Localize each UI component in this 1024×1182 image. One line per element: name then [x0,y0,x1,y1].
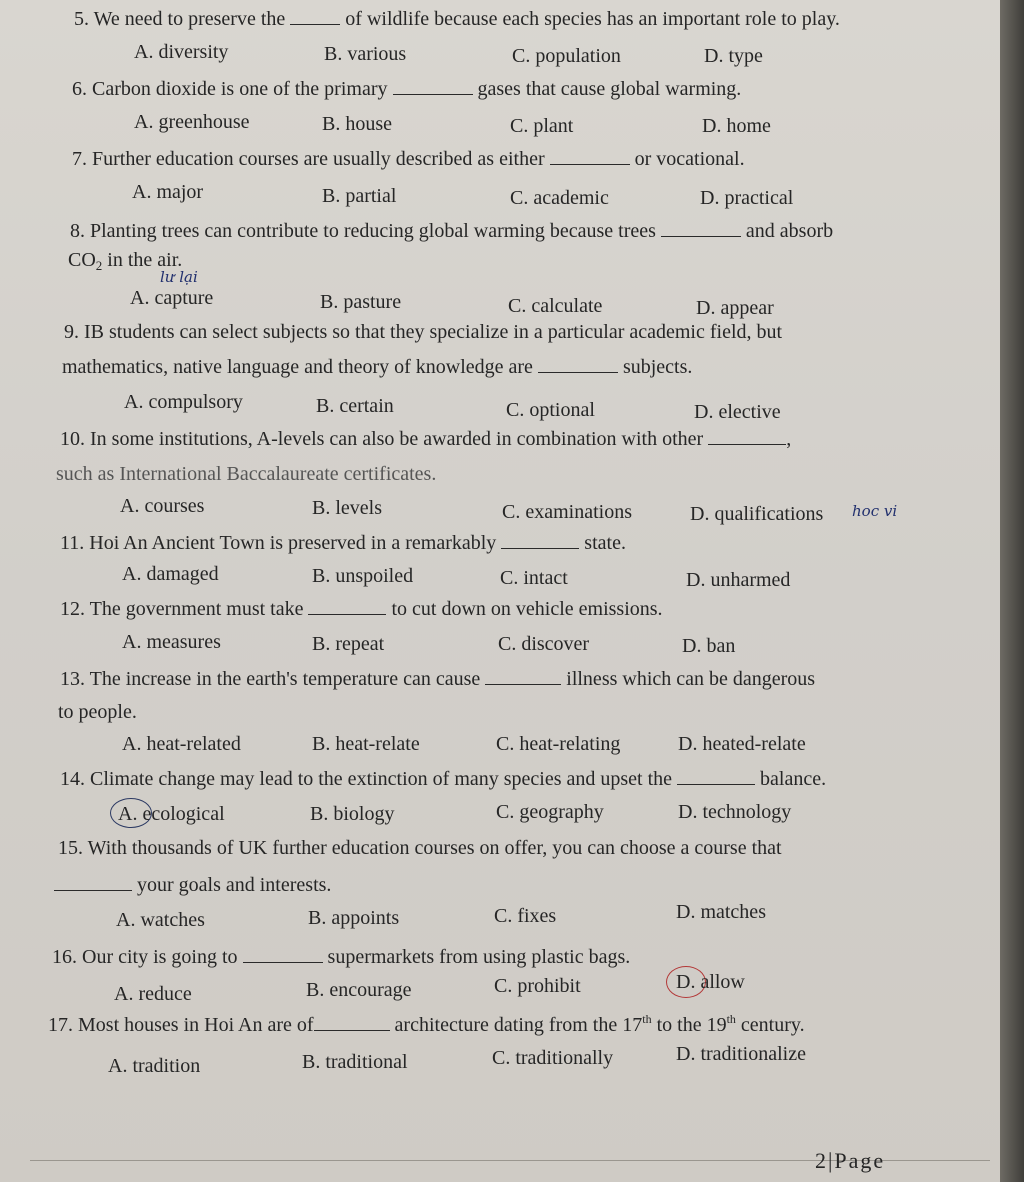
question-number: 11. [60,532,85,554]
handwritten-note: hoc vi [852,502,898,520]
option-a: A. diversity [134,41,229,63]
question-text: mathematics, native language and theory of knowledge are [62,356,533,378]
option-a: A. compulsory [124,391,243,413]
superscript: th [726,1012,736,1026]
answer-blank [308,596,386,615]
question-text: Further education courses are usually described as either [92,148,545,170]
answer-blank [550,146,630,165]
question-text: With thousands of UK further education courses on offer, you can choose a course that [87,837,782,859]
question-text: Carbon dioxide is one of the primary [92,78,388,100]
question-text: subjects. [622,356,693,378]
option-b: B. repeat [312,633,385,655]
question-text: or vocational. [634,148,745,170]
answer-blank [501,530,579,549]
question-number: 8. [70,220,85,242]
answer-blank [485,666,561,685]
answer-blank [314,1012,390,1031]
option-c: C. optional [506,399,595,421]
question-text: of wildlife because each species has an important role to play. [345,8,840,30]
question-text: century. [740,1014,805,1036]
option-a: A. watches [116,909,205,931]
option-c: C. plant [510,115,574,137]
option-a: A. major [132,181,204,203]
option-b: B. pasture [320,291,402,313]
question-text: balance. [760,768,827,790]
question-number: 5. [74,8,89,30]
question-text: The increase in the earth's temperature can cause [89,668,481,690]
question-text: to people. [58,701,137,723]
question-text-faded: such as International Baccalaureate certificates. [56,463,437,485]
option-d: D. practical [700,187,794,209]
question-number: 15. [58,837,83,859]
question-number: 7. [72,148,87,170]
option-a: A. damaged [122,563,219,585]
question-text: state. [584,532,626,554]
option-a: A. measures [122,631,221,653]
option-d: D. heated-relate [678,733,806,755]
option-d: D. elective [694,401,781,423]
answer-blank [393,76,473,95]
option-d: D. unharmed [686,569,791,591]
question-text: to cut down on vehicle emissions. [391,598,663,620]
question-number: 17. [48,1014,73,1036]
option-b: B. house [322,113,392,135]
option-a: A. capture [130,287,214,309]
answer-blank [677,766,755,785]
question-text: in the air. [107,249,183,271]
question-text: CO [68,249,96,271]
option-c: C. fixes [494,905,557,927]
question-number: 13. [60,668,85,690]
question-text: Our city is going to [82,946,238,968]
option-d: D. qualifications [690,503,824,525]
option-c: C. traditionally [492,1047,614,1069]
question-text: Most houses in Hoi An are of [78,1014,314,1036]
option-c: C. prohibit [494,975,581,997]
option-b: B. levels [312,497,382,519]
option-b: B. unspoiled [312,565,414,587]
option-b: B. traditional [302,1051,408,1073]
question-text: Climate change may lead to the extinction of many species and upset the [90,768,673,790]
question-number: 9. [64,321,79,343]
question-text: architecture dating from the 17 [394,1014,643,1036]
option-b: B. appoints [308,907,400,929]
option-b: B. biology [310,803,395,825]
option-b: B. various [324,43,407,65]
question-text: In some institutions, A-levels can also be awarded in combination with other [90,428,704,450]
option-d: D. ban [682,635,736,657]
question-number: 16. [52,946,77,968]
answer-blank [661,218,741,237]
question-text: and absorb [745,220,834,242]
question-number: 10. [60,428,85,450]
option-a: A. courses [120,495,205,517]
option-a: A. heat-related [122,733,241,755]
answer-blank [708,426,786,445]
answer-blank [290,6,340,25]
option-c: C. geography [496,801,604,823]
option-c: C. academic [510,187,609,209]
option-c: C. heat-relating [496,733,621,755]
option-c: C. examinations [502,501,632,523]
question-text: gases that cause global warming. [477,78,742,100]
question-text: to the 19 [656,1014,727,1036]
question-text: your goals and interests. [137,874,332,896]
answer-blank [538,354,618,373]
option-c: C. calculate [508,295,603,317]
option-d: D. matches [676,901,766,923]
superscript: th [642,1012,652,1026]
question-text: The government must take [89,598,304,620]
option-a: A. reduce [114,983,192,1005]
question-text: illness which can be dangerous [566,668,816,690]
page-number: 2|Page [815,1148,886,1173]
option-d: D. home [702,115,771,137]
question-text: , [786,428,792,450]
option-a: A. tradition [108,1055,201,1077]
question-text: supermarkets from using plastic bags. [327,946,631,968]
option-b: B. encourage [306,979,412,1001]
option-d: D. appear [696,297,774,319]
option-c: C. intact [500,567,568,589]
question-text: IB students can select subjects so that they specialize in a particular academic field, but [84,321,783,343]
question-text: We need to preserve the [93,8,286,30]
option-d: D. type [704,45,763,67]
subscript: 2 [95,258,103,273]
option-b: B. certain [316,395,394,417]
question-number: 14. [60,768,85,790]
option-d: D. technology [678,801,792,823]
option-c: C. population [512,45,621,67]
option-a: A. greenhouse [134,111,250,133]
option-d: D. traditionalize [676,1043,806,1065]
option-b: B. partial [322,185,397,207]
answer-blank [243,944,323,963]
page-edge-shadow [1000,0,1024,1182]
option-c: C. discover [498,633,590,655]
handwritten-note: lư lại [160,268,198,286]
question-text: Planting trees can contribute to reducing global warming because trees [90,220,656,242]
question-number: 12. [60,598,85,620]
option-d: D. allow [676,971,745,993]
answer-blank [54,872,132,891]
question-number: 6. [72,78,87,100]
option-a: A. ecological [118,803,225,825]
option-b: B. heat-relate [312,733,420,755]
question-text: Hoi An Ancient Town is preserved in a remarkably [89,532,497,554]
